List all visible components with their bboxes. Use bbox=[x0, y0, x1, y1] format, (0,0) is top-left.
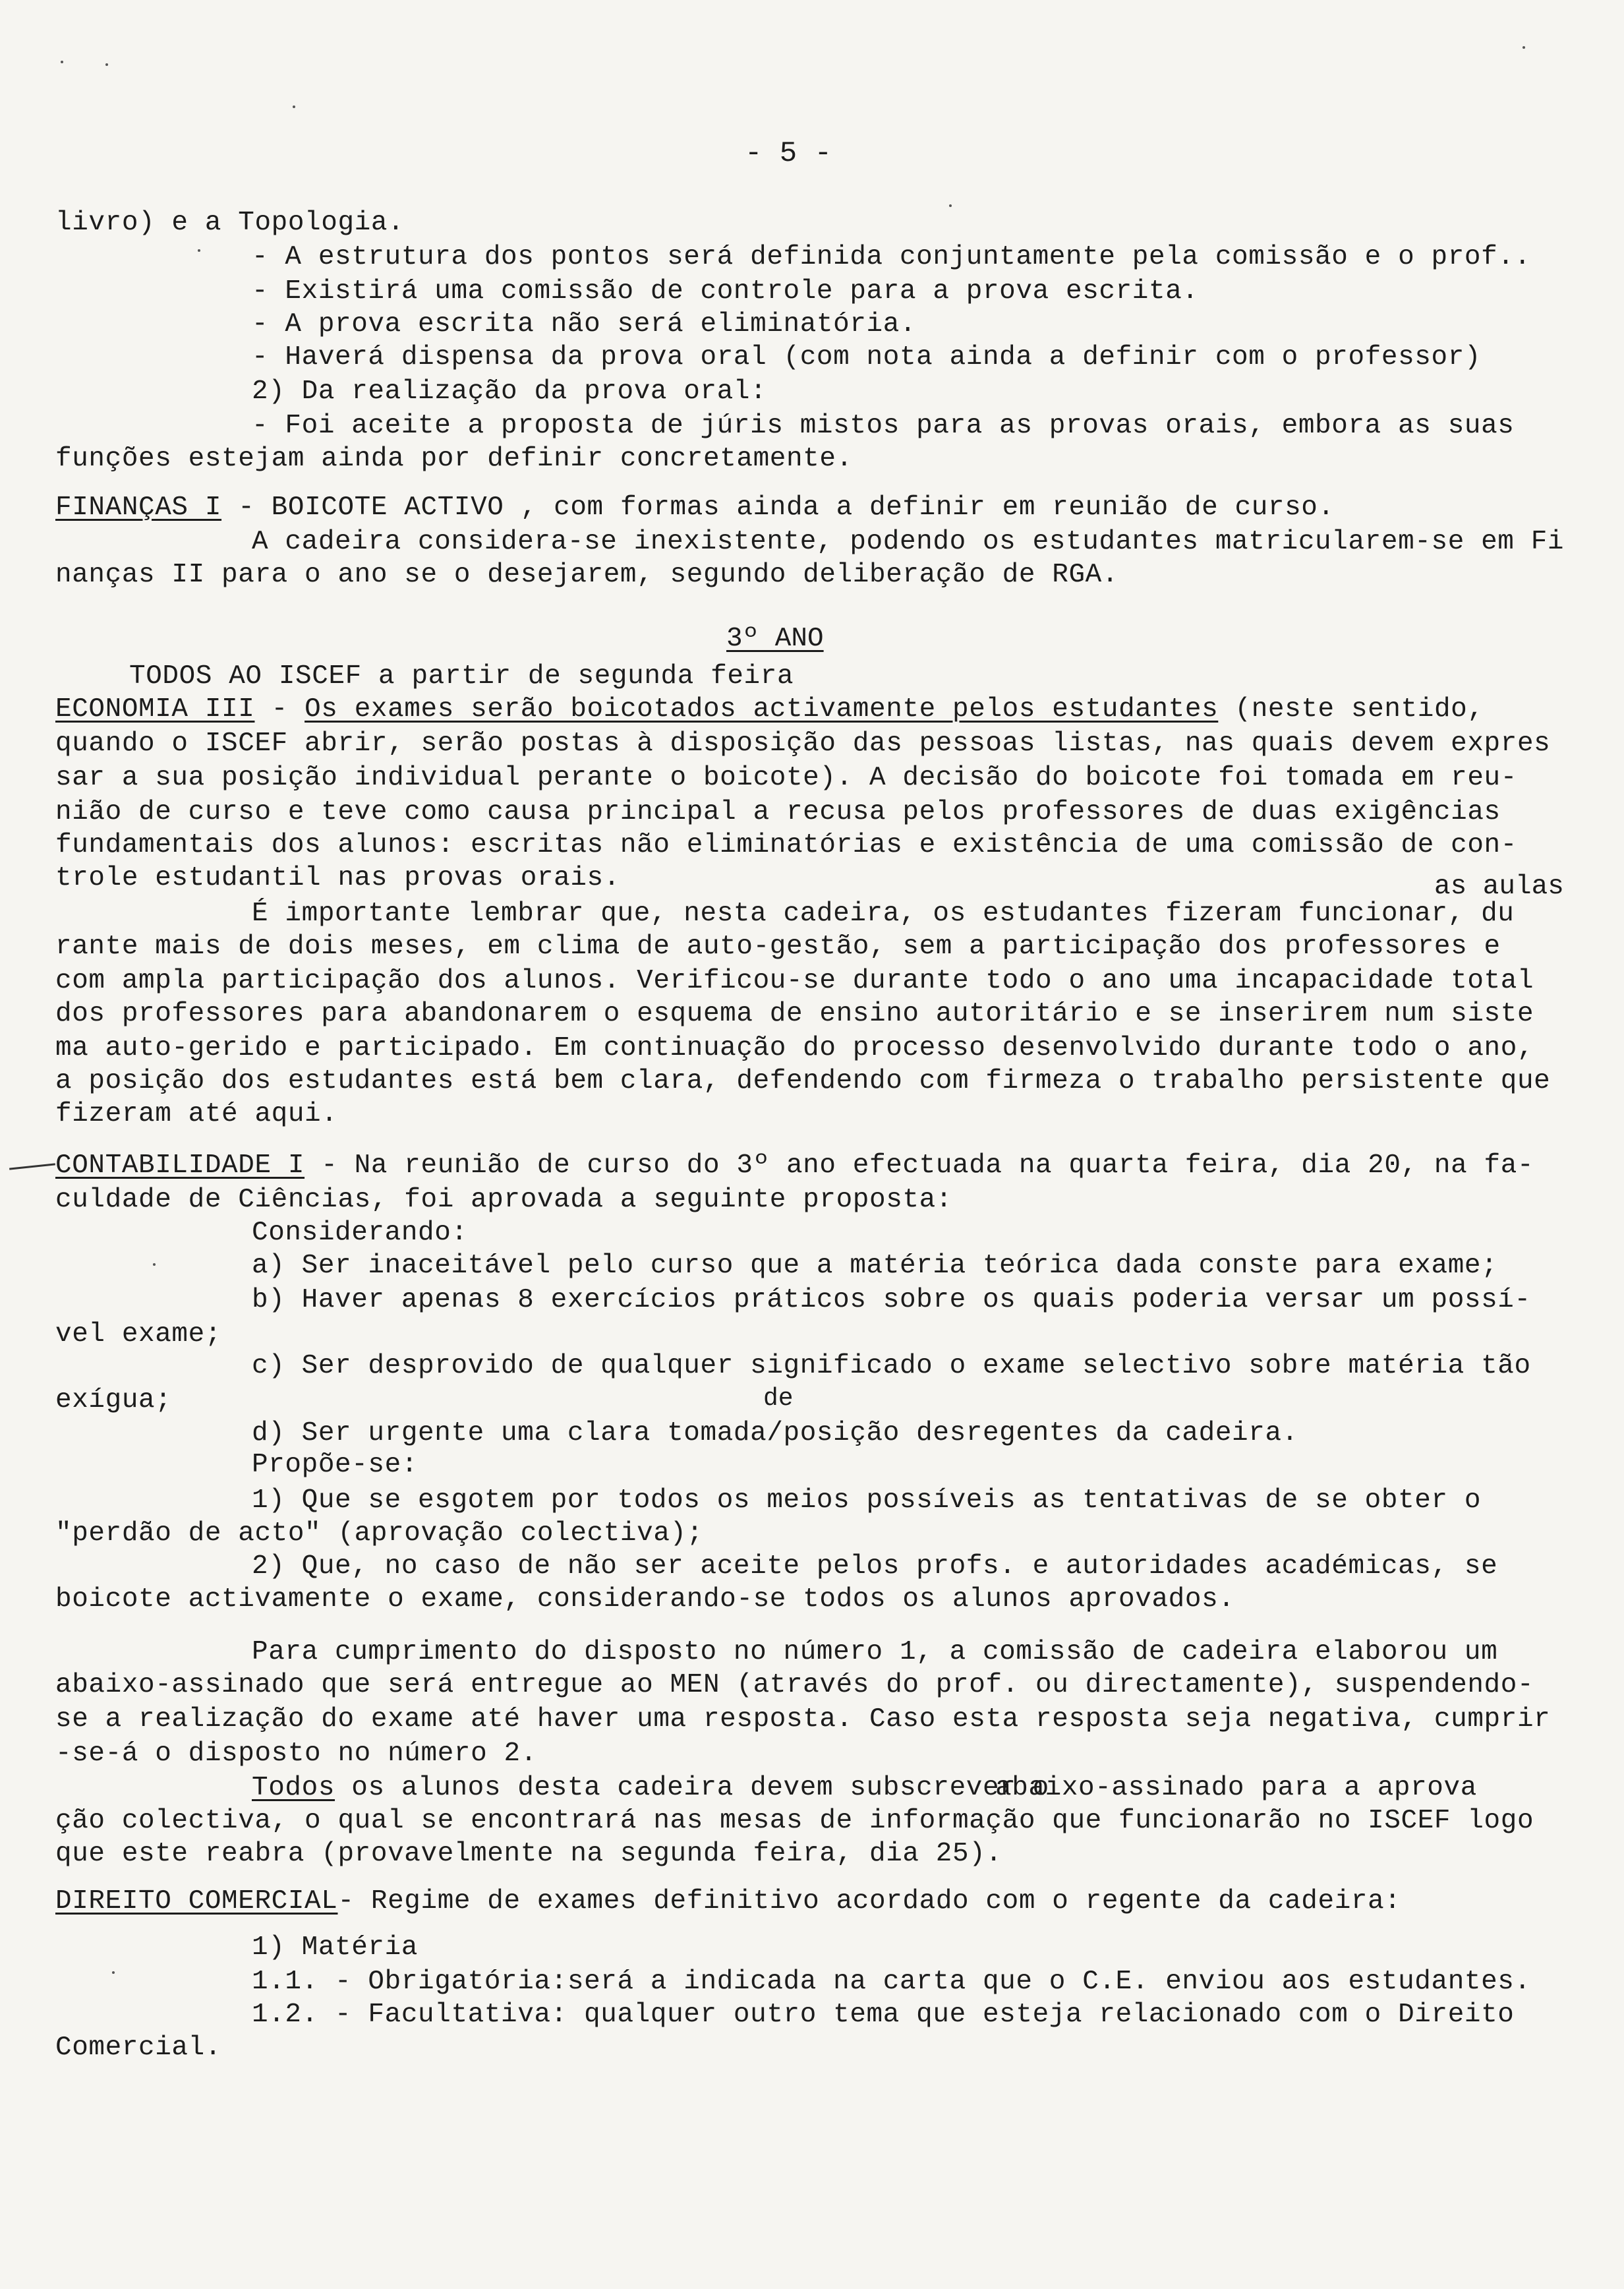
scan-speck bbox=[112, 1971, 115, 1974]
todos-text: os alunos desta cadeira devem subscrever o bbox=[335, 1773, 1049, 1803]
contabilidade-text: - Na reunião de curso do 3º ano efectuada na quarta feira, dia 20, na fa- bbox=[304, 1150, 1534, 1181]
annotation-de: de bbox=[763, 1384, 794, 1413]
text-line: abaixo-assinado para a aprova bbox=[995, 1773, 1477, 1803]
text-line: nanças II para o ano se o desejarem, segundo deliberação de RGA. bbox=[55, 560, 1119, 590]
scan-speck bbox=[61, 61, 63, 63]
text-line: trole estudantil nas provas orais. bbox=[55, 863, 620, 893]
text-line: fizeram até aqui. bbox=[55, 1099, 338, 1129]
text-line: Propõe-se: bbox=[252, 1450, 419, 1480]
text-line: ma auto-gerido e participado. Em continuação do processo desenvolvido durante todo o ano, bbox=[55, 1033, 1534, 1063]
year-heading: 3º ANO bbox=[726, 624, 824, 654]
text-line: que este reabra (provavelmente na segunda feira, dia 25). bbox=[55, 1839, 1002, 1869]
scan-speck bbox=[293, 105, 295, 108]
contabilidade-label: CONTABILIDADE I bbox=[55, 1150, 305, 1181]
text-line: quando o ISCEF abrir, serão postas à disposição das pessoas listas, nas quais devem expres bbox=[55, 728, 1551, 759]
text-line: - Haverá dispensa da prova oral (com nota ainda a definir com o professor) bbox=[252, 342, 1482, 372]
financas-label: FINANÇAS I bbox=[55, 492, 222, 523]
text-line: TODOS AO ISCEF a partir de segunda feira bbox=[129, 661, 794, 692]
text-line: culdade de Ciências, foi aprovada a seguinte proposta: bbox=[55, 1185, 953, 1215]
direito-text: - Regime de exames definitivo acordado com o regente da cadeira: bbox=[337, 1886, 1401, 1917]
text-line: É importante lembrar que, nesta cadeira, os estudantes fizeram funcionar, du bbox=[252, 899, 1515, 929]
text-line: dos professores para abandonarem o esquema de ensino autoritário e se inserirem num siste bbox=[55, 999, 1534, 1029]
text-line: Comercial. bbox=[55, 2033, 222, 2063]
text-line: a) Ser inaceitável pelo curso que a matéria teórica dada conste para exame; bbox=[252, 1251, 1498, 1281]
contabilidade-heading bbox=[55, 1148, 1534, 1183]
text-line: funções estejam ainda por definir concretamente. bbox=[55, 444, 853, 474]
text-line: 1) Matéria bbox=[252, 1932, 419, 1963]
text-line: d) Ser urgente uma clara tomada/posição desregentes da cadeira. bbox=[252, 1418, 1298, 1448]
text-line: - Existirá uma comissão de controle para a prova escrita. bbox=[252, 276, 1199, 307]
text-line: b) Haver apenas 8 exercícios práticos sobre os quais poderia versar um possí- bbox=[252, 1285, 1531, 1315]
text-line: - A prova escrita não será eliminatória. bbox=[252, 309, 917, 340]
economia-heading bbox=[55, 692, 1484, 727]
text-line: Para cumprimento do disposto no número 1, a comissão de cadeira elaborou um bbox=[252, 1637, 1498, 1667]
todos-line bbox=[252, 1771, 1049, 1805]
text-line: se a realização do exame até haver uma resposta. Caso esta resposta seja negativa, cumprir bbox=[55, 1704, 1551, 1735]
scan-speck bbox=[105, 63, 108, 66]
text-line: rante mais de dois meses, em clima de auto-gestão, sem a participação dos professores e bbox=[55, 932, 1501, 962]
todos-word: Todos bbox=[252, 1773, 335, 1803]
scan-speck bbox=[1522, 46, 1525, 49]
economia-text: (neste sentido, bbox=[1218, 694, 1484, 725]
text-line: nião de curso e teve como causa principal a recusa pelos professores de duas exigências bbox=[55, 797, 1501, 827]
text-line: 1) Que se esgotem por todos os meios possíveis as tentativas de se obter o bbox=[252, 1485, 1482, 1516]
page-number: - 5 - bbox=[745, 137, 832, 170]
text-line: livro) e a Topologia. bbox=[55, 208, 405, 238]
text-line: Considerando: bbox=[252, 1218, 468, 1248]
scan-speck bbox=[949, 204, 952, 207]
text-line: "perdão de acto" (aprovação colectiva); bbox=[55, 1518, 703, 1549]
scan-speck bbox=[198, 249, 200, 252]
economia-dash: - bbox=[254, 694, 305, 725]
direito-heading bbox=[55, 1884, 1401, 1918]
text-line: vel exame; bbox=[55, 1319, 222, 1350]
text-line: c) Ser desprovido de qualquer significado o exame selectivo sobre matéria tão bbox=[252, 1351, 1531, 1381]
text-line: fundamentais dos alunos: escritas não eliminatórias e existência de uma comissão de con- bbox=[55, 830, 1517, 860]
text-line: boicote activamente o exame, considerando-se todos os alunos aprovados. bbox=[55, 1584, 1235, 1615]
text-line: 2) Que, no caso de não ser aceite pelos profs. e autoridades académicas, se bbox=[252, 1551, 1498, 1582]
direito-label: DIREITO COMERCIAL bbox=[55, 1886, 338, 1917]
scan-speck bbox=[153, 1263, 156, 1266]
text-line: a posição dos estudantes está bem clara, defendendo com firmeza o trabalho persistente que bbox=[55, 1066, 1551, 1096]
text-line: -se-á o disposto no número 2. bbox=[55, 1739, 537, 1769]
economia-label: ECONOMIA III bbox=[55, 694, 255, 725]
text-line: com ampla participação dos alunos. Verificou-se durante todo o ano uma incapacidade total bbox=[55, 966, 1534, 996]
annotation-as-aulas: as aulas bbox=[1434, 872, 1564, 902]
text-line: - Foi aceite a proposta de júris mistos para as provas orais, embora as suas bbox=[252, 411, 1515, 441]
margin-line-mark bbox=[9, 1163, 55, 1170]
text-line: 1.2. - Facultativa: qualquer outro tema que esteja relacionado com o Direito bbox=[252, 2000, 1515, 2030]
text-line: 1.1. - Obrigatória:será a indicada na carta que o C.E. enviou aos estudantes. bbox=[252, 1967, 1531, 1997]
text-line: sar a sua posição individual perante o boicote). A decisão do boicote foi tomada em reu- bbox=[55, 763, 1517, 793]
text-line: 2) Da realização da prova oral: bbox=[252, 376, 767, 407]
economia-statement: Os exames serão boicotados activamente pelos estudantes bbox=[304, 694, 1219, 725]
text-line: exígua; bbox=[55, 1385, 172, 1415]
text-line: - A estrutura dos pontos será definida conjuntamente pela comissão e o prof.. bbox=[252, 242, 1531, 272]
text-line: A cadeira considera-se inexistente, podendo os estudantes matricularem-se em Fi bbox=[252, 527, 1565, 557]
text-line: abaixo-assinado que será entregue ao MEN (através do prof. ou directamente), suspendendo- bbox=[55, 1670, 1534, 1700]
financas-heading bbox=[55, 490, 1335, 525]
financas-text: - BOICOTE ACTIVO , com formas ainda a definir em reunião de curso. bbox=[221, 492, 1335, 523]
text-line: ção colectiva, o qual se encontrará nas mesas de informação que funcionarão no ISCEF logo bbox=[55, 1806, 1534, 1836]
